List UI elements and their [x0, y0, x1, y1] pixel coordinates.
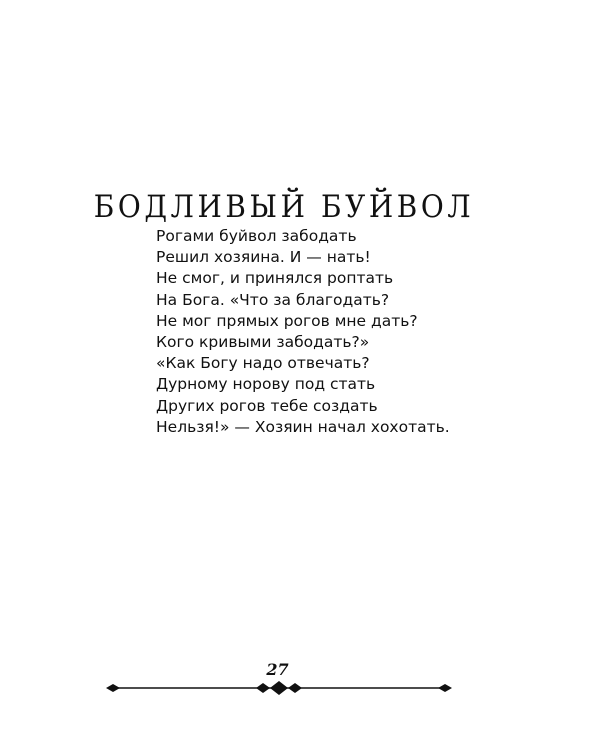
page-number: 27	[266, 660, 289, 679]
poem-line: «Как Богу надо отвечать?	[156, 354, 370, 373]
poem-line: Кого кривыми забодать?»	[156, 332, 370, 351]
poem-line: Других рогов тебе создать	[156, 396, 378, 415]
poem-line: Нельзя!» — Хозяин начал хохотать.	[156, 417, 450, 436]
poem-line: Решил хозяина. И — нать!	[156, 248, 371, 267]
poem-line: Рогами буйвол забодать	[156, 227, 357, 245]
poem-line: На Бога. «Что за благодать?	[156, 290, 390, 309]
poem-line: Не смог, и принялся роптать	[156, 269, 394, 288]
poem-text	[156, 226, 456, 438]
poem-line: Дурному норову под стать	[156, 375, 376, 394]
diamond-line-divider-icon	[104, 676, 454, 700]
poem-line: Не мог прямых рогов мне дать?	[156, 311, 418, 330]
poem-title: БОДЛИВЫЙ БУЙВОЛ	[93, 188, 475, 225]
